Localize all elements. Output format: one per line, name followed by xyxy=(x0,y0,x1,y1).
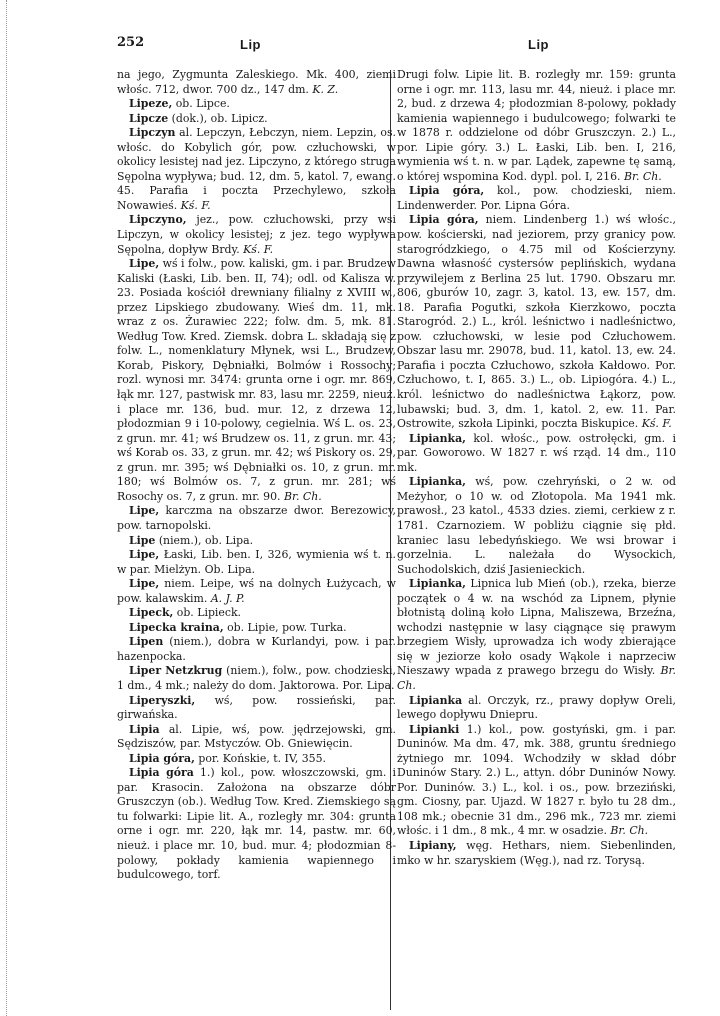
entry-headword: Lipia góra, xyxy=(409,213,479,227)
dictionary-entry xyxy=(117,606,396,621)
dictionary-entry xyxy=(117,68,396,97)
entry-headword: Lipia góra, xyxy=(409,184,485,198)
entry-headword: Lipe, xyxy=(129,257,160,271)
entry-text: 1.) kol., pow. gostyński, gm. i par. Duninów. Ma dm. 47, mk. 388, gruntu średniego żytniego mr. 1094. Wchodziły w skład dóbr Duninów Stary. 2.) L., attyn. dóbr Duninów Nowy. Por. Duninów. 3.) L., kol. i os., pow. brzeziński, gm. Ciosny, par. Ujazd. W 1827 r. było tu 28 dm., 108 mk.; obecnie 31 dm., 296 mk., 723 mr. ziemi włośc. i 1 dm., 8 mk., 4 mr. w osadzie. xyxy=(397,722,676,838)
entry-text: niem. Leipe, wś na dolnych Łużycach, w pow. kalawskim. xyxy=(117,577,396,605)
entry-text: por. Końskie, t. IV, 355. xyxy=(198,751,326,765)
entry-headword: Lipeze, xyxy=(129,97,173,111)
entry-text: (niem.), dobra w Kurlandyi, pow. i par. hazenpocka. xyxy=(117,635,396,663)
entry-headword: Lipianki xyxy=(409,722,460,736)
entry-text: ob. Lipieck. xyxy=(176,606,242,620)
entry-text: Drugi folw. Lipie lit. B. rozległy mr. 159: grunta orne i ogr. mr. 113, lasu mr. 44, nieuż. i place mr. 2, bud. z drzewa 4; płodozmian 8-polowy, pokłady kamienia wapiennego i budulcowego; folwarki te w 1878 r. oddzielone od dóbr Gruszczyn. 2.) L., por. Lipie góry. 3.) L. Łaski, Lib. ben. I, 216, wymienia wś t. n. w par. Lądek, zapewne tę samą, o której wspomina Kod. dypl. pol. I, 216. xyxy=(397,68,676,183)
left-column xyxy=(117,68,396,883)
dictionary-entry xyxy=(117,257,396,504)
entry-signature: Kś. F. xyxy=(180,198,211,212)
entry-text: (dok.), ob. Lipicz. xyxy=(171,111,268,125)
dictionary-entry xyxy=(117,126,396,213)
dictionary-entry xyxy=(117,577,396,606)
entry-headword: Lipiany, xyxy=(409,838,457,852)
dictionary-entry xyxy=(397,432,676,476)
dictionary-entry xyxy=(117,766,396,882)
dictionary-entry xyxy=(117,694,396,723)
entry-headword: Lipe, xyxy=(129,548,160,562)
entry-headword: Lipia góra xyxy=(129,766,194,780)
entry-signature: A. J. P. xyxy=(210,591,245,605)
page-number: 252 xyxy=(117,35,145,50)
entry-headword: Lipianka, xyxy=(409,577,466,591)
entry-headword: Lipianka xyxy=(409,693,463,707)
entry-headword: Lipia xyxy=(129,722,160,736)
dictionary-entry xyxy=(117,635,396,664)
entry-text: na jego, Zygmunta Zaleskiego. Mk. 400, ziemi włośc. 712, dwor. 700 dz., 147 dm. xyxy=(117,68,396,96)
entry-headword: Lipecka kraina, xyxy=(129,620,224,634)
entry-text: 1.) kol., pow. włoszczowski, gm. i par. Krasocin. Założona na obszarze dóbr Gruszczyn (ob.). Według Tow. Kred. Ziemskiego są tu folwarki: Lipie lit. A., rozległy mr. 304: grunta orne i ogr. mr. 220, łąk mr. 14, pastw. mr. 60, nieuż. i place mr. 10, bud. mur. 4; płodozmian 8-polowy, pokłady kamienia wapiennego i budulcowego, torf. xyxy=(117,766,396,882)
entry-text: kol. włośc., pow. ostrołęcki, gm. i par. Goworowo. W 1827 r. wś rząd. 14 dm., 110 mk. xyxy=(397,431,676,474)
right-column xyxy=(397,68,676,868)
dictionary-entry xyxy=(397,213,676,431)
entry-headword: Lipeck, xyxy=(129,606,174,620)
dictionary-entry xyxy=(117,534,396,549)
dictionary-entry xyxy=(397,68,676,184)
entry-signature: Br. Ch. xyxy=(610,824,649,838)
dictionary-entry xyxy=(397,694,676,723)
dictionary-entry xyxy=(117,664,396,693)
dictionary-entry xyxy=(117,621,396,636)
entry-headword: Lipen xyxy=(129,635,164,649)
entry-text: ob. Lipie, pow. Turka. xyxy=(227,620,347,634)
entry-headword: Lipe, xyxy=(129,504,160,518)
dictionary-entry xyxy=(397,184,676,213)
entry-text: Lipnica lub Mień (ob.), rzeka, bierze początek o 4 w. na wschód za Lipnem, płynie błotnistą doliną koło Lipna, Maliszewa, Brzeźna, wchodzi następnie w lasy ciągnące się prawym brzegiem Wisły, uprowadza ich wody zbierające się w jeziorze koło osady Wąkole i naprzeciw Nieszawy wpada z prawego brzegu do Wisły. xyxy=(397,577,677,678)
entry-text: (niem.), ob. Lipa. xyxy=(158,533,254,547)
running-head-right: Lip xyxy=(528,37,549,52)
entry-text: al. Lepczyn, Łebczyn, niem. Lepzin, os. włośc. do Kobylich gór, pow. człuchowski, w okolicy lesistej nad jez. Lipczyno, z którego struga Sępolna wypływa; bud. 12, dm. 5, katol. 7, ewang. 45. Parafia i poczta Przechylewo, szkoła Nowawieś. xyxy=(117,126,396,212)
dictionary-entry xyxy=(397,475,676,577)
entry-headword: Lipe, xyxy=(129,577,160,591)
dictionary-entry xyxy=(397,577,676,693)
dictionary-entry xyxy=(117,97,396,112)
entry-text: al. Orczyk, rz., prawy dopływ Oreli, lewego dopływu Dniepru. xyxy=(397,693,676,722)
entry-headword: Liperyszki, xyxy=(129,693,196,707)
entry-text: Łaski, Lib. ben. I, 326, wymienia wś t. n. w par. Mielżyn. Ob. Lipa. xyxy=(117,548,397,576)
entry-signature: K. Z. xyxy=(312,82,339,96)
entry-signature: Br. Ch. xyxy=(283,489,322,503)
entry-headword: Lipianka, xyxy=(409,431,466,445)
running-head-left: Lip xyxy=(240,37,261,52)
entry-text: kol., pow. chodzieski, niem. Lindenwerder. Por. Lipna Góra. xyxy=(397,184,676,212)
entry-headword: Lipia góra, xyxy=(129,751,195,765)
dictionary-entry xyxy=(117,723,396,752)
entry-text: ob. Lipce. xyxy=(175,97,230,111)
dictionary-entry xyxy=(117,752,396,767)
binding-edge xyxy=(6,0,9,1016)
entry-text: (niem.), folw., pow. chodzieski, 1 dm., 4 mk.; należy do dom. Jaktorowa. Por. Lipa. xyxy=(117,664,396,692)
entry-text: karczma na obszarze dwor. Berezowicy, pow. tarnopolski. xyxy=(117,504,396,532)
entry-signature: Kś. F. xyxy=(243,242,274,256)
entry-headword: Liper Netzkrug xyxy=(129,664,223,678)
entry-text: wś, pow. czehryński, o 2 w. od Meżyhor, o 10 w. od Złotopola. Ma 1941 mk. prawosł., 23 katol., 4533 dzies. ziemi, cerkiew z r. 1781. Czarnoziem. W pobliżu ciągnie się płd. kraniec lasu lebedyńskiego. We wsi browar i gorzelnia. L. należała do Wysockich, Suchodolskich, dziś Jasienieckich. xyxy=(397,475,676,576)
entry-headword: Lipczyno, xyxy=(129,213,187,227)
entry-headword: Lipczyn xyxy=(129,126,176,140)
dictionary-entry xyxy=(397,723,676,839)
entry-headword: Lipcze xyxy=(129,111,169,125)
dictionary-entry xyxy=(117,548,396,577)
entry-headword: Lipe xyxy=(129,533,156,547)
entry-signature: Kś. F. xyxy=(641,417,672,431)
entry-text: niem. Lindenberg 1.) wś włośc., pow. kościerski, nad jeziorem, przy granicy pow. starogródzkiego, o 4.75 mil od Kościerzyny. Dawna własność cystersów peplińskich, wydana przywilejem z Berlina 25 lut. 1790. Obszaru mr. 806, gburów 10, zagr. 3, katol. 13, ew. 157, dm. 18. Parafia Pogutki, szkoła Kierzkowo, poczta Starogród. 2.) L., król. leśnictwo i nadleśnictwo, pow. człuchowski, w lesie pod Człuchowem. Obszar lasu mr. 29078, bud. 11, katol. 13, ew. 24. Parafia i poczta Człuchowo, szkoła Kałdowo. Por. Człuchowo, t. I, 865. 3.) L., ob. Lipiogóra. 4.) L., król. leśnictwo do nadleśnictwa Łąkorz, pow. lubawski; bud. 3, dm. 1, katol. 2, ew. 11. Par. Ostrowite, szkoła Lipinki, poczta Biskupice. xyxy=(397,213,676,431)
dictionary-entry xyxy=(117,504,396,533)
entry-text: al. Lipie, wś, pow. jędrzejowski, gm. Sędziszów, par. Mstyczów. Ob. Gniewięcin. xyxy=(117,722,397,751)
entry-text: wś, pow. rossieński, par. girwańska. xyxy=(117,693,397,722)
entry-text: jez., pow. człuchowski, przy wsi Lipczyn, w okolicy lesistej; z jez. tego wypływa Sępolna, dopływ Brdy. xyxy=(117,213,396,256)
entry-signature: Br. Ch. xyxy=(623,169,662,183)
dictionary-entry xyxy=(117,112,396,127)
entry-text: wś i folw., pow. kaliski, gm. i par. Brudzew Kaliski (Łaski, Lib. ben. II, 74); odl. od Kalisza w. 23. Posiada kościół drewniany filialny z XVIII w., przez Lipskiego zbudowany. Wieś dm. 11, mk. wraz z os. Żurawiec 222; folw. dm. 5, mk. 81. Według Tow. Kred. Ziemsk. dobra L. składają się z folw. L., nomenklatury Młynek, wsi L., Brudzew, Korab, Piskory, Dębniałki, Bolmów i Rossochy; rozl. wynosi mr. 3474: grunta orne i ogr. mr. 869, łąk mr. 127, pastwisk mr. 83, lasu mr. 2259, nieuż. i place mr. 136, bud. mur. 12, z drzewa 12, płodozmian 9 i 10-polowy, cegielnia. Wś L. os. 23, z grun. mr. 41; wś Brudzew os. 11, z grun. mr. 43; wś Korab os. 33, z grun. mr. 42; wś Piskory os. 29, z grun. mr. 395; wś Dębniałki os. 10, z grun. mr. 180; wś Bolmów os. 7, z grun. mr. 281; wś Rosochy os. 7, z grun. mr. 90. xyxy=(117,257,396,503)
entry-headword: Lipianka, xyxy=(409,475,466,489)
entry-signature: Br. Ch. xyxy=(397,664,676,692)
dictionary-entry xyxy=(117,213,396,257)
entry-text: węg. Hethars, niem. Siebenlinden, mko w hr. szaryskiem (Węg.), nad rz. Torysą. xyxy=(397,838,676,867)
dictionary-entry xyxy=(397,839,676,868)
